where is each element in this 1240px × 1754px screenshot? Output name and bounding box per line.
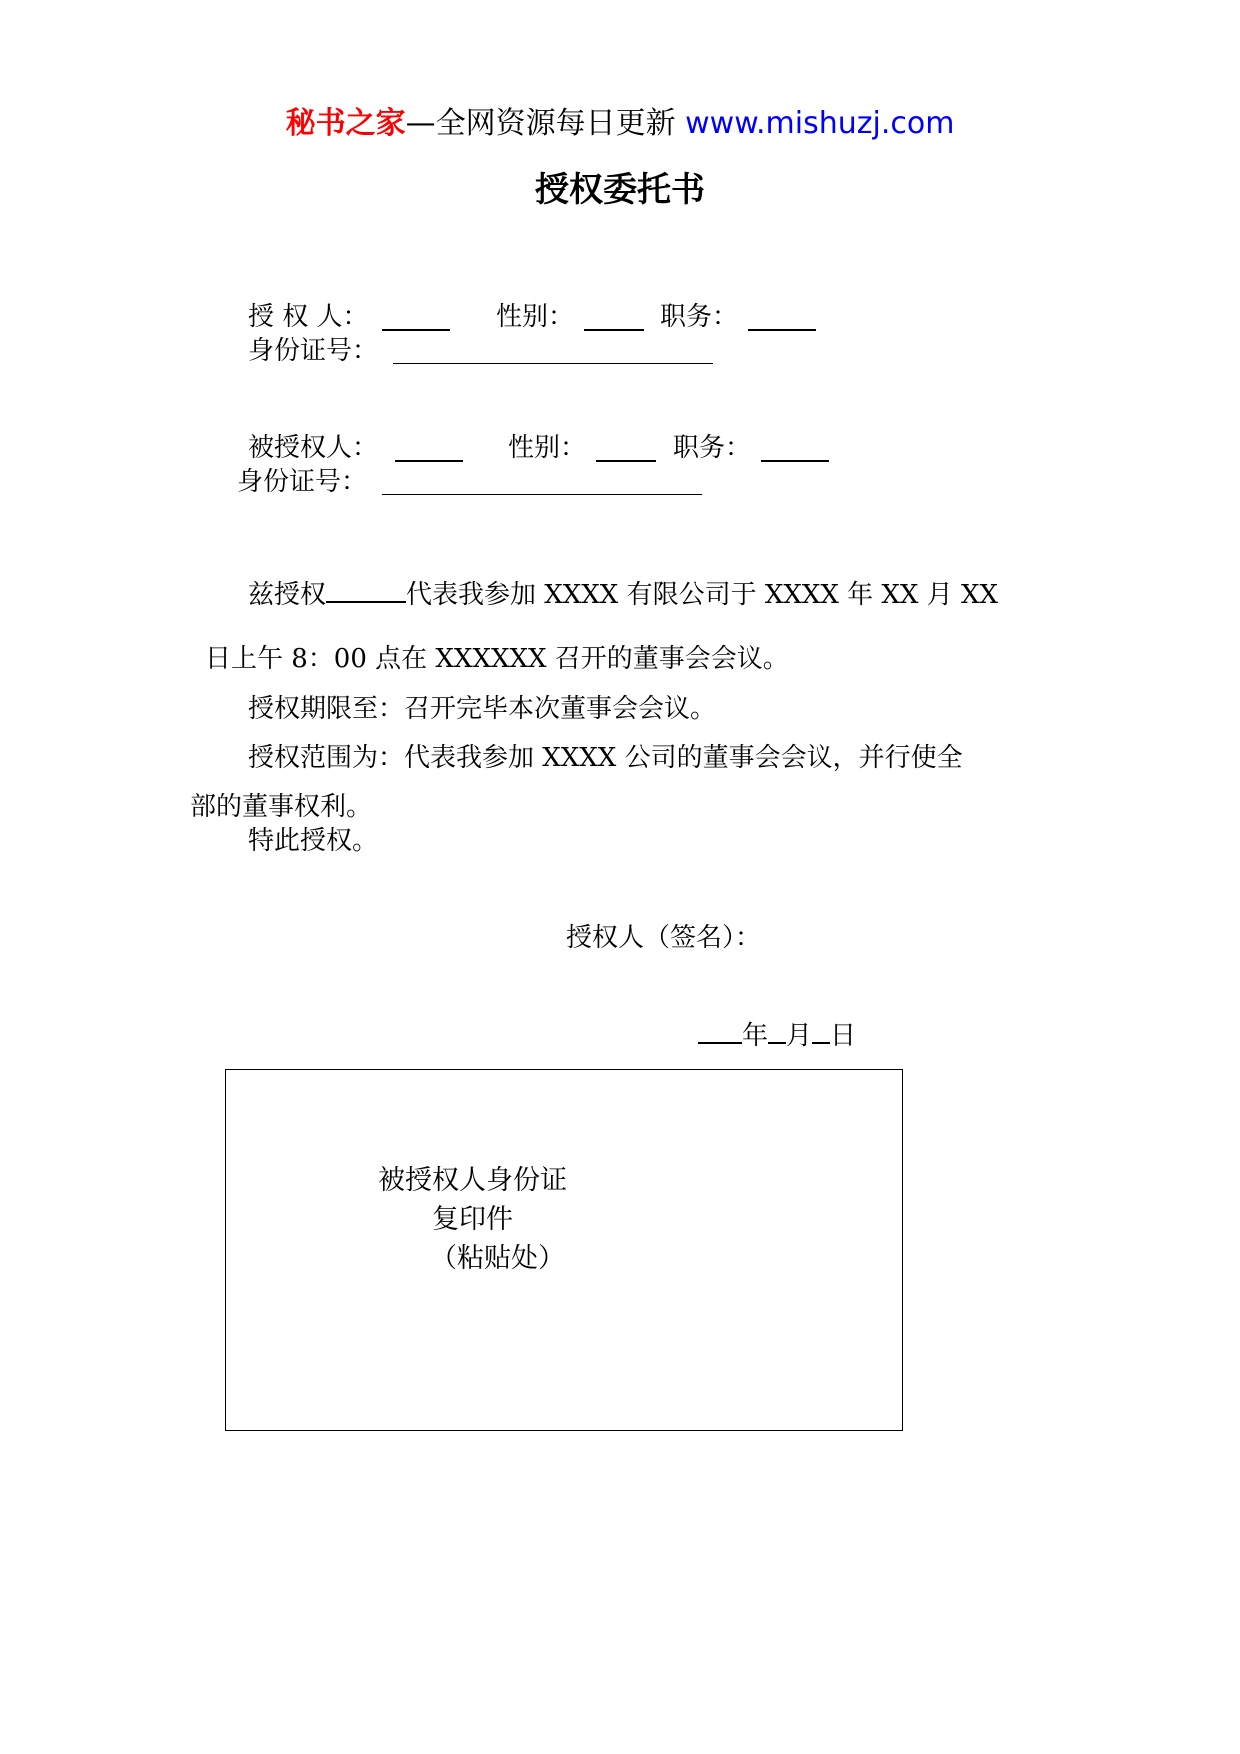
grantor-gender-label: 性别： (496, 302, 575, 332)
header-slogan: 全网资源每日更新 (435, 106, 686, 141)
paragraph-authorization-line2: 日上午 8：00 点在 XXXXXX 召开的董事会会议。 (205, 644, 789, 674)
grantor-id-blank (393, 337, 713, 364)
id-box-line2: 复印件 (432, 1204, 513, 1235)
year-blank (698, 1018, 742, 1044)
paragraph-closing: 特此授权。 (248, 826, 379, 856)
month-label: 月 (786, 1021, 813, 1051)
grantee-position-blank (761, 434, 829, 462)
site-header (0, 104, 1240, 144)
day-label: 日 (830, 1021, 857, 1051)
authorized-person-blank (326, 577, 406, 603)
grantee-gender-label: 性别： (508, 433, 587, 463)
document-title: 授权委托书 (535, 170, 705, 210)
grantee-id-label: 身份证号： (237, 467, 368, 497)
authorization-lead: 兹授权 (248, 580, 327, 610)
grantor-name-label: 授 权 人： (248, 302, 369, 332)
paragraph-authorization-period: 授权期限至：召开完毕本次董事会会议。 (248, 694, 717, 724)
grantor-position-blank (748, 303, 816, 331)
paragraph-authorization-scope: 授权范围为：代表我参加 XXXX 公司的董事会会议，并行使全 (248, 743, 963, 773)
grantee-name-blank (395, 434, 463, 462)
brand-name: 秘书之家 (285, 106, 406, 141)
signature-date (698, 1018, 856, 1053)
grantee-gender-blank (596, 434, 656, 462)
id-box-line3: （粘贴处） (430, 1243, 565, 1274)
grantee-name-label: 被授权人： (248, 433, 379, 463)
paragraph-authorization-scope-line2: 部的董事权利。 (190, 792, 373, 822)
grantor-id-label: 身份证号： (248, 336, 379, 366)
year-label: 年 (742, 1021, 769, 1051)
paragraph-authorization (248, 577, 998, 612)
id-box-line1: 被授权人身份证 (378, 1165, 567, 1196)
grantee-id-blank (382, 468, 702, 495)
signature-label: 授权人（签名）： (566, 923, 762, 953)
grantee-position-label: 职务： (673, 433, 752, 463)
header-dash: — (405, 106, 436, 141)
authorization-rest: 代表我参加 XXXX 有限公司于 XXXX 年 XX 月 XX (406, 580, 998, 610)
day-blank (812, 1018, 830, 1044)
site-url[interactable]: www.mishuzj.com (685, 106, 955, 141)
grantor-gender-blank (584, 303, 644, 331)
month-blank (768, 1018, 786, 1044)
grantor-position-label: 职务： (660, 302, 739, 332)
grantor-name-blank (382, 303, 450, 331)
